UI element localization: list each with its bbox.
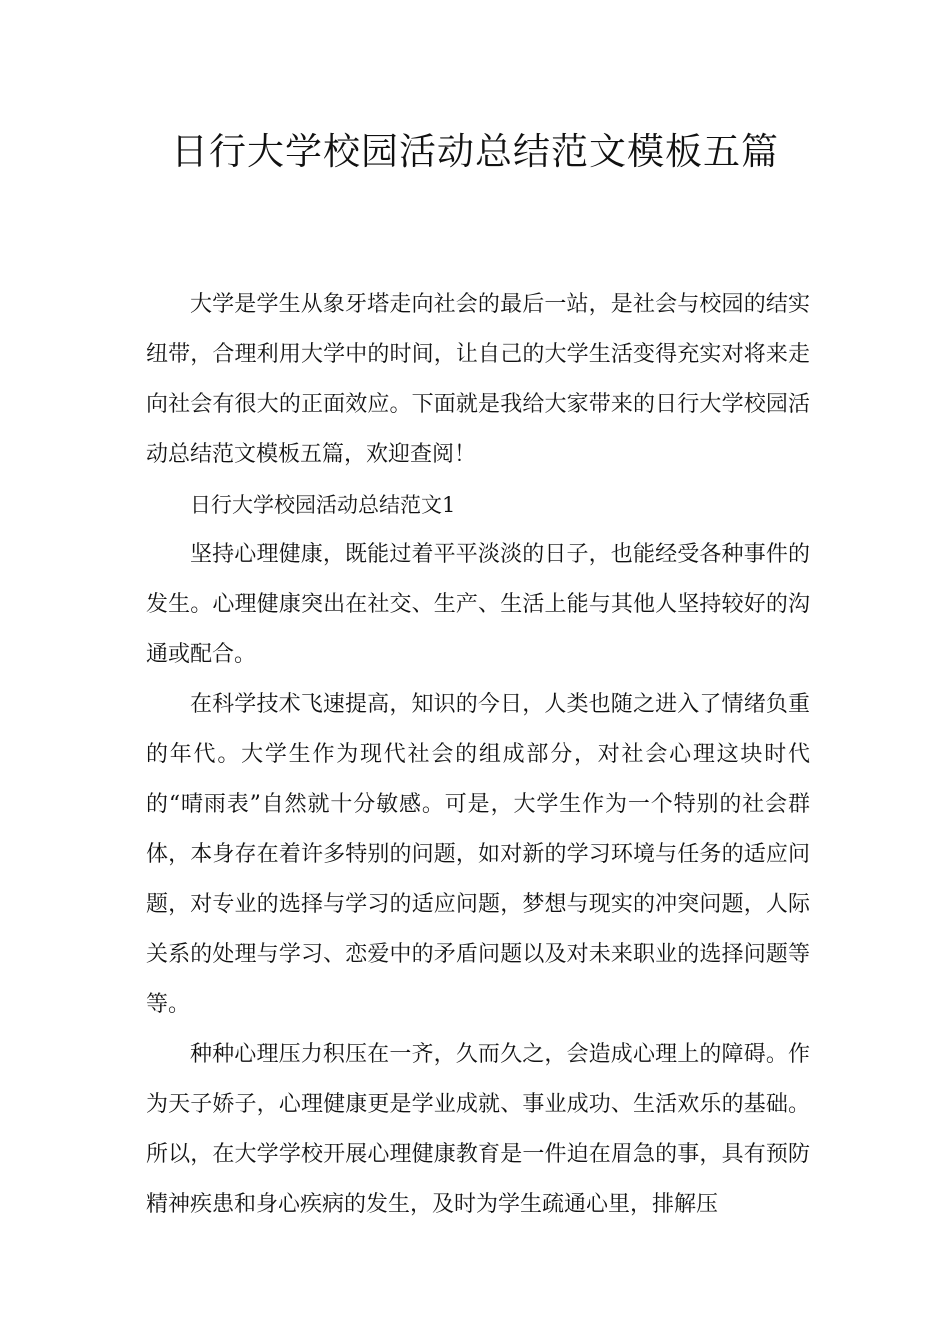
document-body — [146, 280, 810, 1230]
body-paragraph-2: 在科学技术飞速提高，知识的今日，人类也随之进入了情绪负重的年代。大学生作为现代社会的组成部分，对社会心理这块时代的“晴雨表”自然就十分敏感。可是，大学生作为一个特别的社会群体，本身存在着许多特别的问题，如对新的学习环境与任务的适应问题，对专业的选择与学习的适应问题，梦想与现实的冲突问题，人际关系的处理与学习、恋爱中的矛盾问题以及对未来职业的选择问题等等。 — [146, 692, 810, 1017]
intro-paragraph: 大学是学生从象牙塔走向社会的最后一站，是社会与校园的结实纽带，合理利用大学中的时间，让自己的大学生活变得充实对将来走向社会有很大的正面效应。下面就是我给大家带来的日行大学校园活动总结范文模板五篇，欢迎查阅！ — [146, 292, 810, 467]
section-heading-1: 日行大学校园活动总结范文1 — [190, 493, 456, 517]
body-paragraph-3: 种种心理压力积压在一齐，久而久之，会造成心理上的障碍。作为天子娇子，心理健康更是学业成就、事业成功、生活欢乐的基础。所以，在大学学校开展心理健康教育是一件迫在眉急的事，具有预防精神疾患和身心疾病的发生，及时为学生疏通心里，排解压 — [146, 1042, 810, 1217]
document-title: 日行大学校园活动总结范文模板五篇 — [171, 130, 779, 173]
body-paragraph-1: 坚持心理健康，既能过着平平淡淡的日子，也能经受各种事件的发生。心理健康突出在社交、生产、生活上能与其他人坚持较好的沟通或配合。 — [146, 542, 810, 667]
